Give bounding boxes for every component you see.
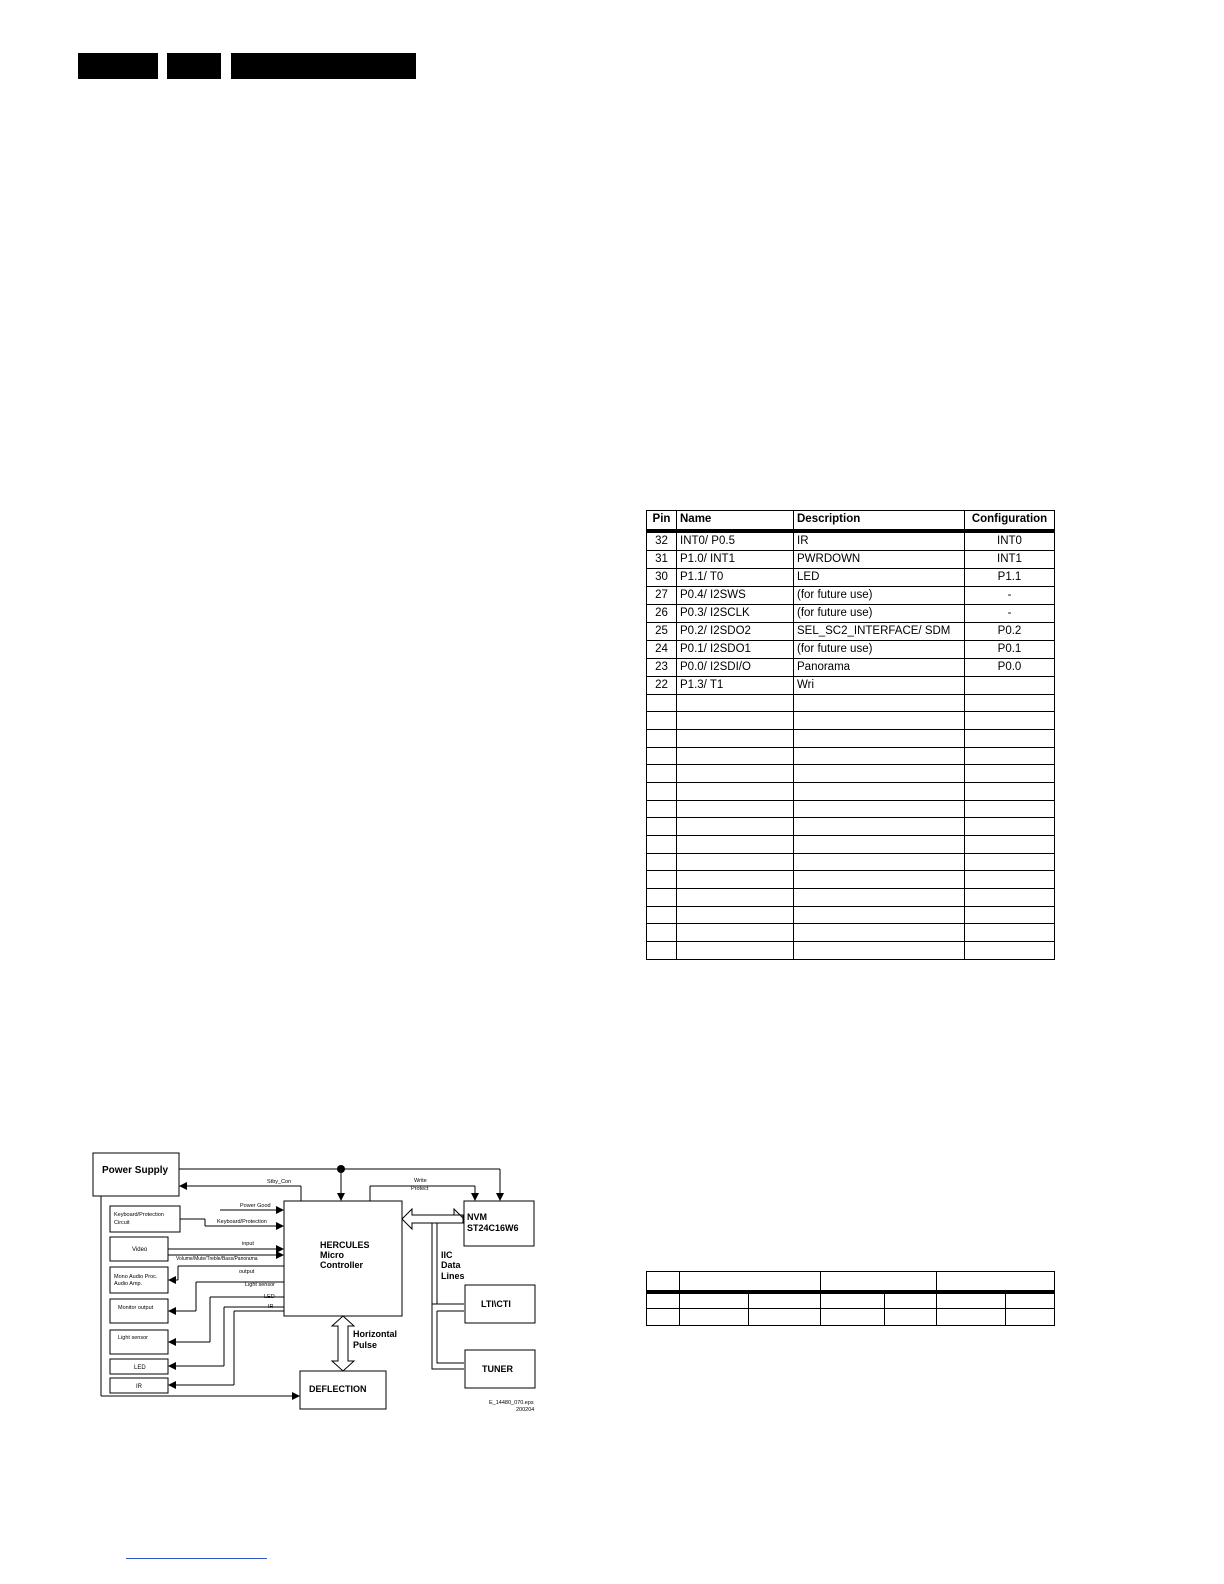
table-row [647,729,1055,747]
empty-cell [647,782,677,800]
description-cell: LED [794,568,965,586]
name-cell: P0.2/ I2SDO2 [677,622,794,640]
table-row [647,622,1055,640]
stby-con-label: Stby_Con [267,1179,292,1185]
light-sensor-signal-label: Light sensor [245,1282,275,1288]
led-label: LED [134,1365,146,1371]
empty-cell [677,765,794,783]
monitor-output-block [110,1299,168,1323]
table-row [647,550,1055,568]
empty-cell [677,747,794,765]
nvm-label-1: NVM [467,1212,487,1222]
name-cell: P0.4/ I2SWS [677,586,794,604]
empty-cell [647,694,677,712]
tuner-label: TUNER [482,1364,513,1374]
empty-cell [965,782,1055,800]
table-row [647,871,1055,889]
description-cell: Panorama [794,658,965,676]
mono-audio-block [110,1267,168,1293]
empty-cell [647,853,677,871]
description-cell: Wri [794,676,965,694]
empty-cell [677,712,794,730]
table-row [647,942,1055,960]
table-cell [680,1292,749,1309]
table-cell [821,1292,885,1309]
description-cell: (for future use) [794,586,965,604]
empty-cell [647,924,677,942]
empty-cell [677,871,794,889]
monitor-output-label: Monitor output [118,1305,154,1311]
configuration-cell: P0.2 [965,622,1055,640]
iic-label-2: Data [441,1260,461,1270]
empty-cell [647,729,677,747]
table-row [647,747,1055,765]
empty-cell [794,800,965,818]
pin-table-body [647,531,1055,960]
table-row [647,604,1055,622]
table-row [647,1272,1055,1292]
file-ref-label-1: E_14480_070.eps [489,1400,534,1406]
empty-cell [965,765,1055,783]
empty-cell [677,906,794,924]
volume-label: Volume/Mute/Treble/Bass/Panorama [176,1256,258,1262]
description-cell: SEL_SC2_INTERFACE/ SDM [794,622,965,640]
header-description: Description [794,511,965,531]
empty-cell [965,712,1055,730]
empty-cell [794,765,965,783]
light-sensor-block [110,1330,168,1354]
empty-cell [794,818,965,836]
empty-cell [965,729,1055,747]
ir-signal-label: IR [268,1304,274,1310]
empty-cell [794,871,965,889]
pin-table-header [647,511,1055,531]
table-row [647,765,1055,783]
table-row [647,676,1055,694]
description-cell: (for future use) [794,604,965,622]
led-signal-label: LED [264,1294,275,1300]
description-cell: PWRDOWN [794,550,965,568]
empty-cell [965,942,1055,960]
empty-cell [965,853,1055,871]
junction-dot [337,1165,345,1173]
keyboard-protection-label-1: Keyboard/Protection [114,1212,164,1218]
table-row [647,836,1055,854]
power-supply-label: Power Supply [102,1165,169,1176]
video-label: Video [132,1247,148,1253]
table-cell [680,1272,821,1292]
write-protect-label-2: Protect [411,1186,429,1192]
empty-cell [677,800,794,818]
configuration-cell: INT1 [965,550,1055,568]
empty-cell [794,942,965,960]
pin-cell: 32 [647,531,677,551]
mono-audio-label-1: Mono Audio Proc. [114,1274,158,1280]
empty-cell [965,924,1055,942]
empty-cell [647,818,677,836]
table-row [647,906,1055,924]
horizontal-pulse-label-2: Pulse [353,1340,378,1350]
empty-cell [965,800,1055,818]
empty-cell [677,889,794,907]
empty-cell [677,836,794,854]
table-cell [680,1309,749,1326]
pin-cell: 22 [647,676,677,694]
header-box-middle [167,53,221,79]
table-row [647,800,1055,818]
pin-cell: 23 [647,658,677,676]
iic-label-1: IIC [441,1250,453,1260]
table-row [647,640,1055,658]
table-row [647,782,1055,800]
table-cell [937,1272,1055,1292]
description-cell: IR [794,531,965,551]
empty-cell [794,712,965,730]
empty-cell [677,694,794,712]
empty-cell [794,836,965,854]
table-row [647,586,1055,604]
table-row [647,694,1055,712]
table-row [647,818,1055,836]
empty-cell [647,712,677,730]
light-sensor-label: Light sensor [118,1335,148,1341]
name-cell: P0.1/ I2SDO1 [677,640,794,658]
configuration-cell: P0.1 [965,640,1055,658]
table-row [647,1309,1055,1326]
name-cell: P1.1/ T0 [677,568,794,586]
keyboard-protection-label-2: Circuit [114,1220,130,1226]
table-row [647,853,1055,871]
configuration-cell: - [965,604,1055,622]
pin-cell: 31 [647,550,677,568]
empty-cell [647,765,677,783]
table-row [647,568,1055,586]
file-ref-label-2: 200204 [516,1407,535,1413]
table-row [647,924,1055,942]
table-cell [749,1309,821,1326]
pin-cell: 26 [647,604,677,622]
table-cell [647,1292,680,1309]
table-cell [885,1309,937,1326]
block-diagram [80,1145,550,1420]
header-box-left [78,53,158,79]
empty-cell [794,853,965,871]
header-name: Name [677,511,794,531]
empty-cell [965,889,1055,907]
empty-cell [965,747,1055,765]
table-row [647,712,1055,730]
write-protect-label-1: Write [414,1178,427,1184]
empty-cell [677,729,794,747]
table-cell [749,1292,821,1309]
ir-label: IR [136,1384,142,1390]
empty-cell [647,800,677,818]
empty-cell [647,906,677,924]
empty-cell [677,853,794,871]
empty-cell [677,818,794,836]
hercules-label-1: HERCULES [320,1240,370,1250]
footer-link-underline[interactable] [126,1558,267,1559]
empty-cell [794,729,965,747]
empty-cell [647,942,677,960]
empty-cell [647,889,677,907]
hercules-label-2: Micro [320,1250,345,1260]
configuration-cell: INT0 [965,531,1055,551]
name-cell: INT0/ P0.5 [677,531,794,551]
empty-cell [794,747,965,765]
empty-cell [794,694,965,712]
empty-cell [677,924,794,942]
hercules-label-3: Controller [320,1260,364,1270]
table-row [647,1292,1055,1309]
name-cell: P0.3/ I2SCLK [677,604,794,622]
keyboard-protection-signal-label: Keyboard/Protection [217,1219,267,1225]
empty-cell [965,818,1055,836]
name-cell: P0.0/ I2SDI/O [677,658,794,676]
mono-audio-label-2: Audio Amp. [114,1281,143,1287]
empty-cell [794,906,965,924]
horizontal-pulse-label-1: Horizontal [353,1329,397,1339]
deflection-label: DEFLECTION [309,1384,367,1394]
configuration-cell: - [965,586,1055,604]
header-configuration: Configuration [965,511,1055,531]
empty-cell [647,836,677,854]
empty-cell [794,782,965,800]
header-box-right [231,53,416,79]
pin-table [646,510,1055,960]
empty-cell [965,871,1055,889]
empty-cell [794,889,965,907]
empty-cell [647,747,677,765]
table-cell [647,1272,680,1292]
pin-cell: 25 [647,622,677,640]
nvm-label-2: ST24C16W6 [467,1223,519,1233]
pin-cell: 27 [647,586,677,604]
input-label: input [242,1241,254,1247]
pin-cell: 24 [647,640,677,658]
configuration-cell: P0.0 [965,658,1055,676]
table-row [647,658,1055,676]
empty-cell [677,942,794,960]
table-row [647,889,1055,907]
table-cell [937,1292,1006,1309]
table-cell [885,1292,937,1309]
empty-cell [677,782,794,800]
empty-cell [965,836,1055,854]
empty-cell [794,924,965,942]
empty-table [646,1271,1055,1326]
pin-cell: 30 [647,568,677,586]
table-cell [821,1309,885,1326]
power-good-label: Power Good [240,1203,271,1209]
empty-cell [965,906,1055,924]
name-cell: P1.3/ T1 [677,676,794,694]
name-cell: P1.0/ INT1 [677,550,794,568]
table-row [647,531,1055,551]
table-cell [821,1272,937,1292]
empty-cell [965,694,1055,712]
table-cell [647,1309,680,1326]
keyboard-protection-block [110,1206,180,1232]
table-cell [937,1309,1006,1326]
table-cell [1006,1309,1055,1326]
table-cell [1006,1292,1055,1309]
iic-label-3: Lines [441,1271,465,1281]
description-cell: (for future use) [794,640,965,658]
empty-cell [647,871,677,889]
header-pin: Pin [647,511,677,531]
configuration-cell: P1.1 [965,568,1055,586]
output-label: output [239,1269,255,1275]
lti-cti-label: LTI\CTI [481,1299,511,1309]
configuration-cell [965,676,1055,694]
